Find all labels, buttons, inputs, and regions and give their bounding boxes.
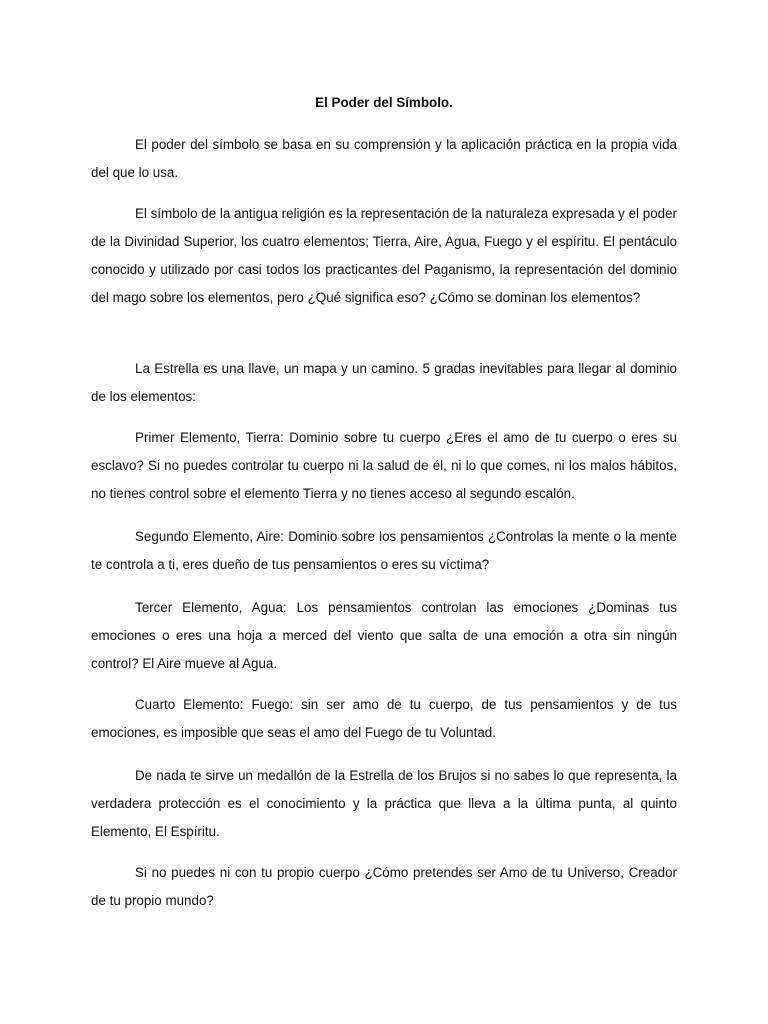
paragraph-third-element: Tercer Elemento, Agua: Los pensamientos controlan las emociones ¿Dominas tus emociones o eres una hoja a merced del viento que salta de una emoción a otra sin ningún control? El Aire mueve al Agua. [91,600,677,671]
paragraph-star-key: La Estrella es una llave, un mapa y un camino. 5 gradas inevitables para llegar al dominio de los elementos: [91,361,677,404]
paragraph-medallion: De nada te sirve un medallón de la Estrella de los Brujos si no sabes lo que representa, la verdadera protección es el conocimiento y la práctica que lleva a la última punta, al quinto Elemento, El Espíritu. [91,768,677,839]
paragraph-closing: Si no puedes ni con tu propio cuerpo ¿Cómo pretendes ser Amo de tu Universo, Creador de tu propio mundo? [91,865,677,908]
document-title: El Poder del Símbolo. [315,95,453,110]
paragraph-intro: El poder del símbolo se basa en su comprensión y la aplicación práctica en la propia vida del que lo usa. [91,137,677,180]
paragraph-fourth-element: Cuarto Elemento: Fuego: sin ser amo de tu cuerpo, de tus pensamientos y de tus emociones, es imposible que seas el amo del Fuego de tu Voluntad. [91,697,677,740]
paragraph-symbol-religion: El símbolo de la antigua religión es la representación de la naturaleza expresada y el poder de la Divinidad Superior, los cuatro elementos; Tierra, Aire, Agua, Fuego y el espíritu. El pentáculo conocido y utilizado por casi todos los practicantes del Paganismo, la representación del dominio del mago sobre los elementos, pero ¿Qué significa eso? ¿Cómo se dominan los elementos? [91,206,677,305]
paragraph-second-element: Segundo Elemento, Aire: Dominio sobre los pensamientos ¿Controlas la mente o la mente te controla a ti, eres dueño de tus pensamientos o eres su víctima? [91,529,677,572]
paragraph-first-element: Primer Elemento, Tierra: Dominio sobre tu cuerpo ¿Eres el amo de tu cuerpo o eres su esclavo? Si no puedes controlar tu cuerpo ni la salud de él, ni lo que comes, ni los malos hábitos, no tienes control sobre el elemento Tierra y no tienes acceso al segundo escalón. [91,430,677,501]
